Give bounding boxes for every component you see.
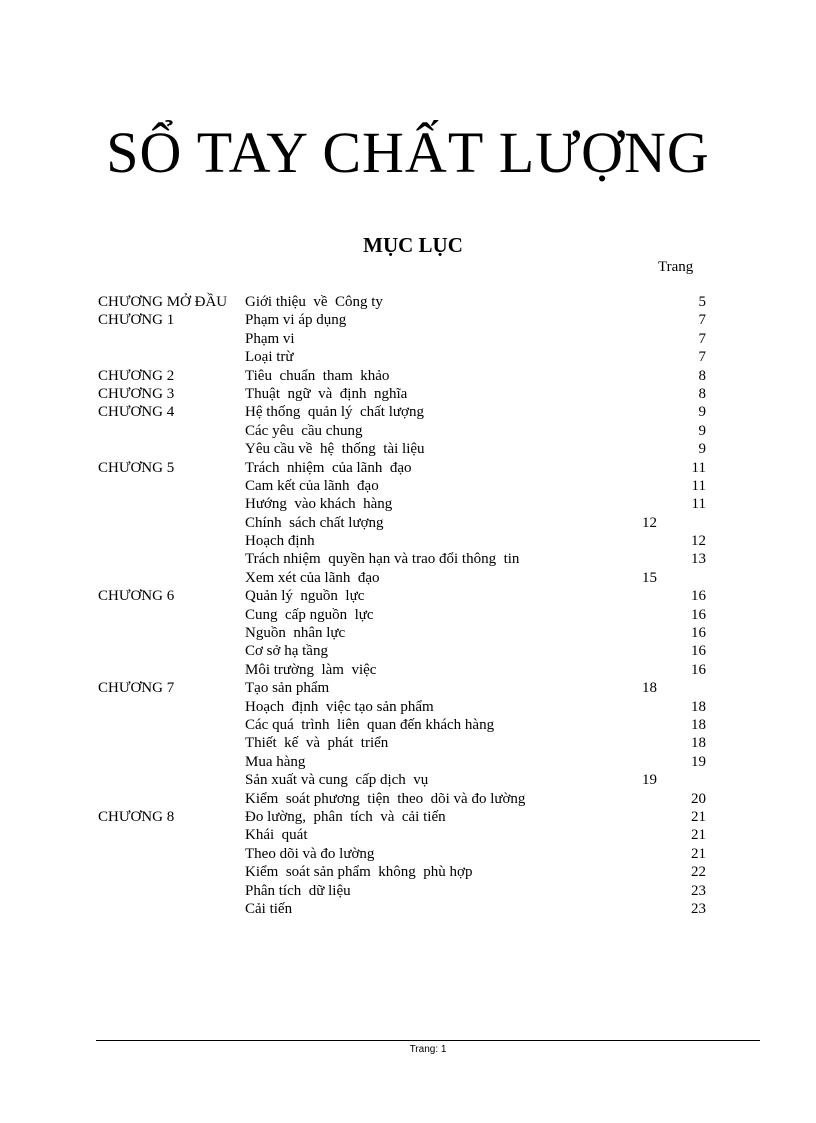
toc-section-title: Chính sách chất lượng [245,514,384,531]
toc-row [98,661,718,679]
toc-row [98,679,718,697]
toc-row [98,403,718,421]
toc-row [98,587,718,605]
toc-row [98,532,718,550]
toc-page-number: 18 [642,680,657,697]
toc-row [98,477,718,495]
toc-row [98,771,718,789]
table-of-contents [98,293,718,918]
toc-page-number: 19 [691,753,706,770]
toc-row [98,330,718,348]
toc-page-number: 9 [698,441,706,458]
toc-section-title: Giới thiệu về Công ty [245,294,383,310]
toc-row [98,569,718,587]
toc-page-number: 21 [691,845,706,862]
toc-page-number: 5 [698,294,706,310]
toc-page-number: 16 [691,606,706,623]
toc-section-title: Xem xét của lãnh đạo [245,569,380,586]
toc-section-title: Môi trường làm việc [245,661,377,678]
toc-page-number: 16 [691,588,706,605]
toc-section-title: Theo dõi và đo lường [245,845,375,862]
toc-page-number: 15 [642,569,657,586]
toc-row [98,495,718,513]
toc-section-title: Các quá trình liên quan đến khách hàng [245,716,495,733]
toc-section-title: Đo lường, phân tích và cải tiến [245,808,446,825]
toc-section-title: Hệ thống quản lý chất lượng [245,404,424,421]
toc-section-title: Phạm vi áp dụng [245,312,347,329]
toc-chapter: CHƯƠNG 6 [98,588,175,605]
toc-page-number: 16 [691,625,706,642]
toc-section-title: Kiểm soát phương tiện theo dõi và đo lường [245,790,526,807]
toc-section-title: Loại trừ [245,349,294,366]
toc-row [98,422,718,440]
footer-divider [96,1040,760,1041]
toc-page-number: 19 [642,772,657,789]
toc-page-number: 16 [691,643,706,660]
toc-page-number: 18 [691,735,706,752]
toc-section-title: Hướng vào khách hàng [245,496,393,513]
toc-row [98,642,718,660]
toc-page-number: 7 [698,312,706,329]
toc-page-number: 12 [691,533,706,550]
toc-chapter: CHƯƠNG 5 [98,459,175,476]
toc-row [98,348,718,366]
toc-section-title: Hoạch định [245,533,315,550]
toc-page-number: 11 [691,496,706,513]
toc-page-number: 23 [691,882,706,899]
toc-page-number: 11 [691,459,706,476]
toc-chapter: CHƯƠNG 2 [98,367,175,384]
toc-row [98,826,718,844]
toc-row [98,698,718,716]
toc-page-number: 9 [698,404,706,421]
toc-row [98,882,718,900]
toc-page-number: 18 [691,716,706,733]
toc-section-title: Cung cấp nguồn lực [245,606,374,623]
toc-section-title: Tiêu chuẩn tham khảo [245,367,390,384]
toc-chapter: CHƯƠNG 4 [98,404,175,421]
toc-section-title: Tạo sản phẩm [245,680,330,697]
toc-section-title: Thuật ngữ và định nghĩa [245,385,408,402]
toc-row [98,734,718,752]
toc-section-title: Nguồn nhân lực [245,625,346,642]
toc-page-number: 11 [691,477,706,494]
toc-section-title: Kiểm soát sản phẩm không phù hợp [245,864,473,881]
toc-section-title: Cam kết của lãnh đạo [245,477,379,494]
toc-row [98,311,718,329]
toc-row [98,459,718,477]
toc-chapter: CHƯƠNG 1 [98,312,175,329]
toc-section-title: Khái quát [245,827,308,844]
toc-section-title: Trách nhiệm của lãnh đạo [245,459,412,476]
toc-section-title: Các yêu cầu chung [245,422,363,439]
toc-page-number: 8 [698,385,706,402]
toc-section-title: Phạm vi [245,330,295,347]
toc-heading: MỤC LỤC [363,233,463,257]
toc-row [98,900,718,918]
toc-row [98,790,718,808]
toc-chapter: CHƯƠNG 3 [98,385,175,402]
toc-row [98,753,718,771]
document-title: SỔ TAY CHẤT LƯỢNG [106,120,710,185]
toc-row [98,550,718,568]
toc-row [98,606,718,624]
toc-page-number: 18 [691,698,706,715]
toc-row [98,808,718,826]
footer-page-number: Trang: 1 [409,1044,447,1055]
toc-section-title: Yêu cầu về hệ thống tài liệu [245,441,425,458]
toc-section-title: Phân tích dữ liệu [245,882,351,899]
toc-chapter: CHƯƠNG 8 [98,808,175,825]
toc-page-number: 13 [691,551,706,568]
toc-row [98,293,718,311]
toc-page-number: 12 [642,514,657,531]
toc-section-title: Hoạch định việc tạo sản phẩm [245,698,434,715]
toc-page-number: 22 [691,864,706,881]
toc-section-title: Cải tiến [245,900,293,917]
toc-page-number: 7 [698,349,706,366]
toc-row [98,863,718,881]
toc-section-title: Mua hàng [245,753,306,770]
page-column-label: Trang [658,259,694,275]
toc-row [98,845,718,863]
toc-page-number: 8 [698,367,706,384]
toc-row [98,716,718,734]
toc-section-title: Cơ sở hạ tầng [245,643,328,660]
toc-section-title: Quản lý nguồn lực [245,588,365,605]
toc-chapter: CHƯƠNG MỞ ĐẦU [98,294,228,310]
toc-page-number: 20 [691,790,706,807]
toc-row [98,385,718,403]
toc-row [98,514,718,532]
toc-section-title: Thiết kế và phát triển [245,735,389,752]
toc-page-number: 21 [691,827,706,844]
toc-page-number: 7 [698,330,706,347]
toc-chapter: CHƯƠNG 7 [98,680,175,697]
toc-row [98,624,718,642]
toc-section-title: Trách nhiệm quyền hạn và trao đổi thông tin [245,551,520,568]
toc-row [98,367,718,385]
toc-page-number: 21 [691,808,706,825]
toc-section-title: Sản xuất và cung cấp dịch vụ [245,772,429,789]
toc-page-number: 16 [691,661,706,678]
toc-page-number: 23 [691,900,706,917]
toc-page-number: 9 [698,422,706,439]
toc-row [98,440,718,458]
